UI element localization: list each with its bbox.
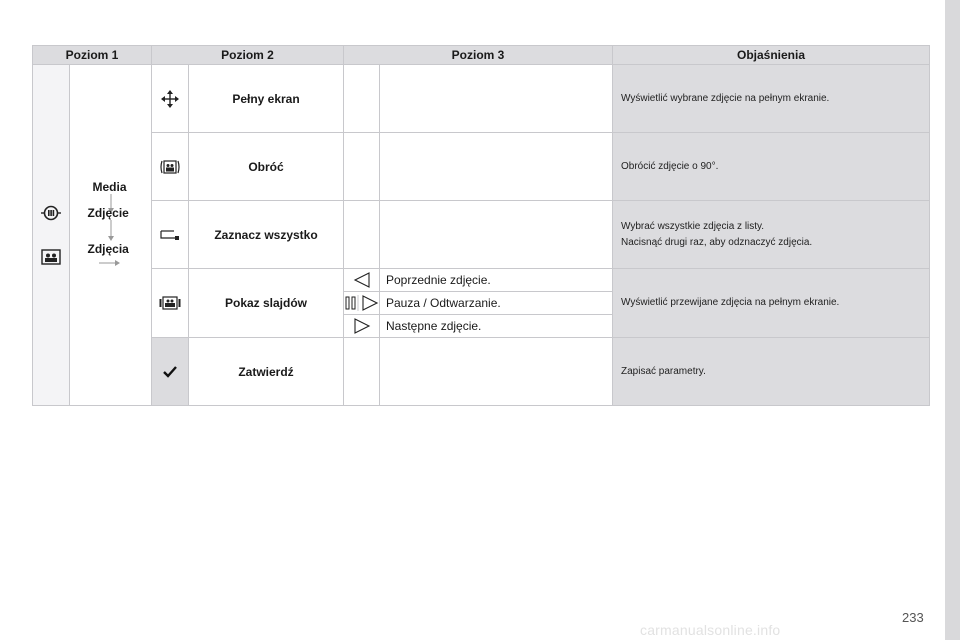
level2-label: Pełny ekran — [189, 65, 344, 133]
menu-table — [32, 45, 930, 406]
rotate-icon — [159, 159, 181, 175]
slideshow-icon — [159, 296, 181, 310]
tree-item-media: Media — [92, 180, 127, 194]
level3-icon-cell — [344, 292, 380, 315]
page-side-band — [945, 0, 960, 640]
explanation-text: Zapisać parametry. — [621, 365, 706, 377]
next-icon — [353, 318, 371, 334]
explanation-cell — [613, 65, 930, 133]
level3-text-cell — [380, 201, 613, 269]
level3-icon-cell — [344, 269, 380, 292]
level1-icon-cell — [33, 65, 70, 406]
explanation-text: Wybrać wszystkie zdjęcia z listy. — [621, 220, 765, 232]
level2-label: Zaznacz wszystko — [189, 201, 344, 269]
page-number: 233 — [902, 610, 924, 625]
level3-text: Pauza / Odtwarzanie. — [380, 292, 613, 315]
level2-label: Obróć — [189, 133, 344, 201]
table-row — [33, 269, 930, 292]
level2-label: Pokaz slajdów — [189, 269, 344, 338]
tree-item-photo: Zdjęcie — [87, 206, 129, 220]
level3-icon-cell — [344, 65, 380, 133]
row-icon-cell — [152, 201, 189, 269]
table-row — [33, 133, 930, 201]
menu-path-tree — [71, 180, 151, 290]
previous-icon — [353, 272, 371, 288]
explanation-cell — [613, 201, 930, 269]
checkmark-icon — [163, 366, 177, 378]
level3-text: Następne zdjęcie. — [380, 315, 613, 338]
level3-text-cell — [380, 65, 613, 133]
table-header-row — [33, 46, 930, 65]
media-source-icon — [40, 204, 62, 222]
explanation-cell — [613, 338, 930, 406]
explanation-cell — [613, 269, 930, 338]
level3-text-cell — [380, 338, 613, 406]
table-row — [33, 338, 930, 406]
pause-play-icon — [345, 295, 379, 311]
level2-label: Zatwierdź — [189, 338, 344, 406]
explanation-cell — [613, 133, 930, 201]
header-explanations: Objaśnienia — [613, 46, 930, 65]
watermark: carmanualsonline.info — [640, 622, 781, 638]
header-level3: Poziom 3 — [344, 46, 613, 65]
select-all-icon — [160, 228, 180, 242]
photo-icon — [40, 248, 62, 266]
explanation-text: Wyświetlić przewijane zdjęcia na pełnym ekranie. — [621, 297, 840, 308]
tree-item-photos: Zdjęcia — [87, 242, 129, 256]
explanation-text: Nacisnąć drugi raz, aby odznaczyć zdjęcia. — [621, 236, 813, 248]
tree-arrow-down-icon — [107, 220, 115, 242]
level1-tree-cell — [70, 65, 152, 406]
explanation-text: Wyświetlić wybrane zdjęcie na pełnym ekranie. — [621, 92, 830, 104]
row-icon-cell — [152, 65, 189, 133]
level3-text-cell — [380, 133, 613, 201]
table-row — [33, 201, 930, 269]
level3-icon-cell — [344, 315, 380, 338]
explanation-text: Obrócić zdjęcie o 90°. — [621, 160, 719, 172]
fullscreen-icon — [161, 90, 179, 108]
level3-icon-cell — [344, 133, 380, 201]
table-row — [33, 65, 930, 133]
row-icon-cell — [152, 133, 189, 201]
header-level2: Poziom 2 — [152, 46, 344, 65]
row-icon-cell — [152, 338, 189, 406]
tree-arrow-right-icon — [99, 258, 121, 268]
row-icon-cell — [152, 269, 189, 338]
header-level1: Poziom 1 — [33, 46, 152, 65]
level3-icon-cell — [344, 201, 380, 269]
level3-icon-cell — [344, 338, 380, 406]
level3-text: Poprzednie zdjęcie. — [380, 269, 613, 292]
